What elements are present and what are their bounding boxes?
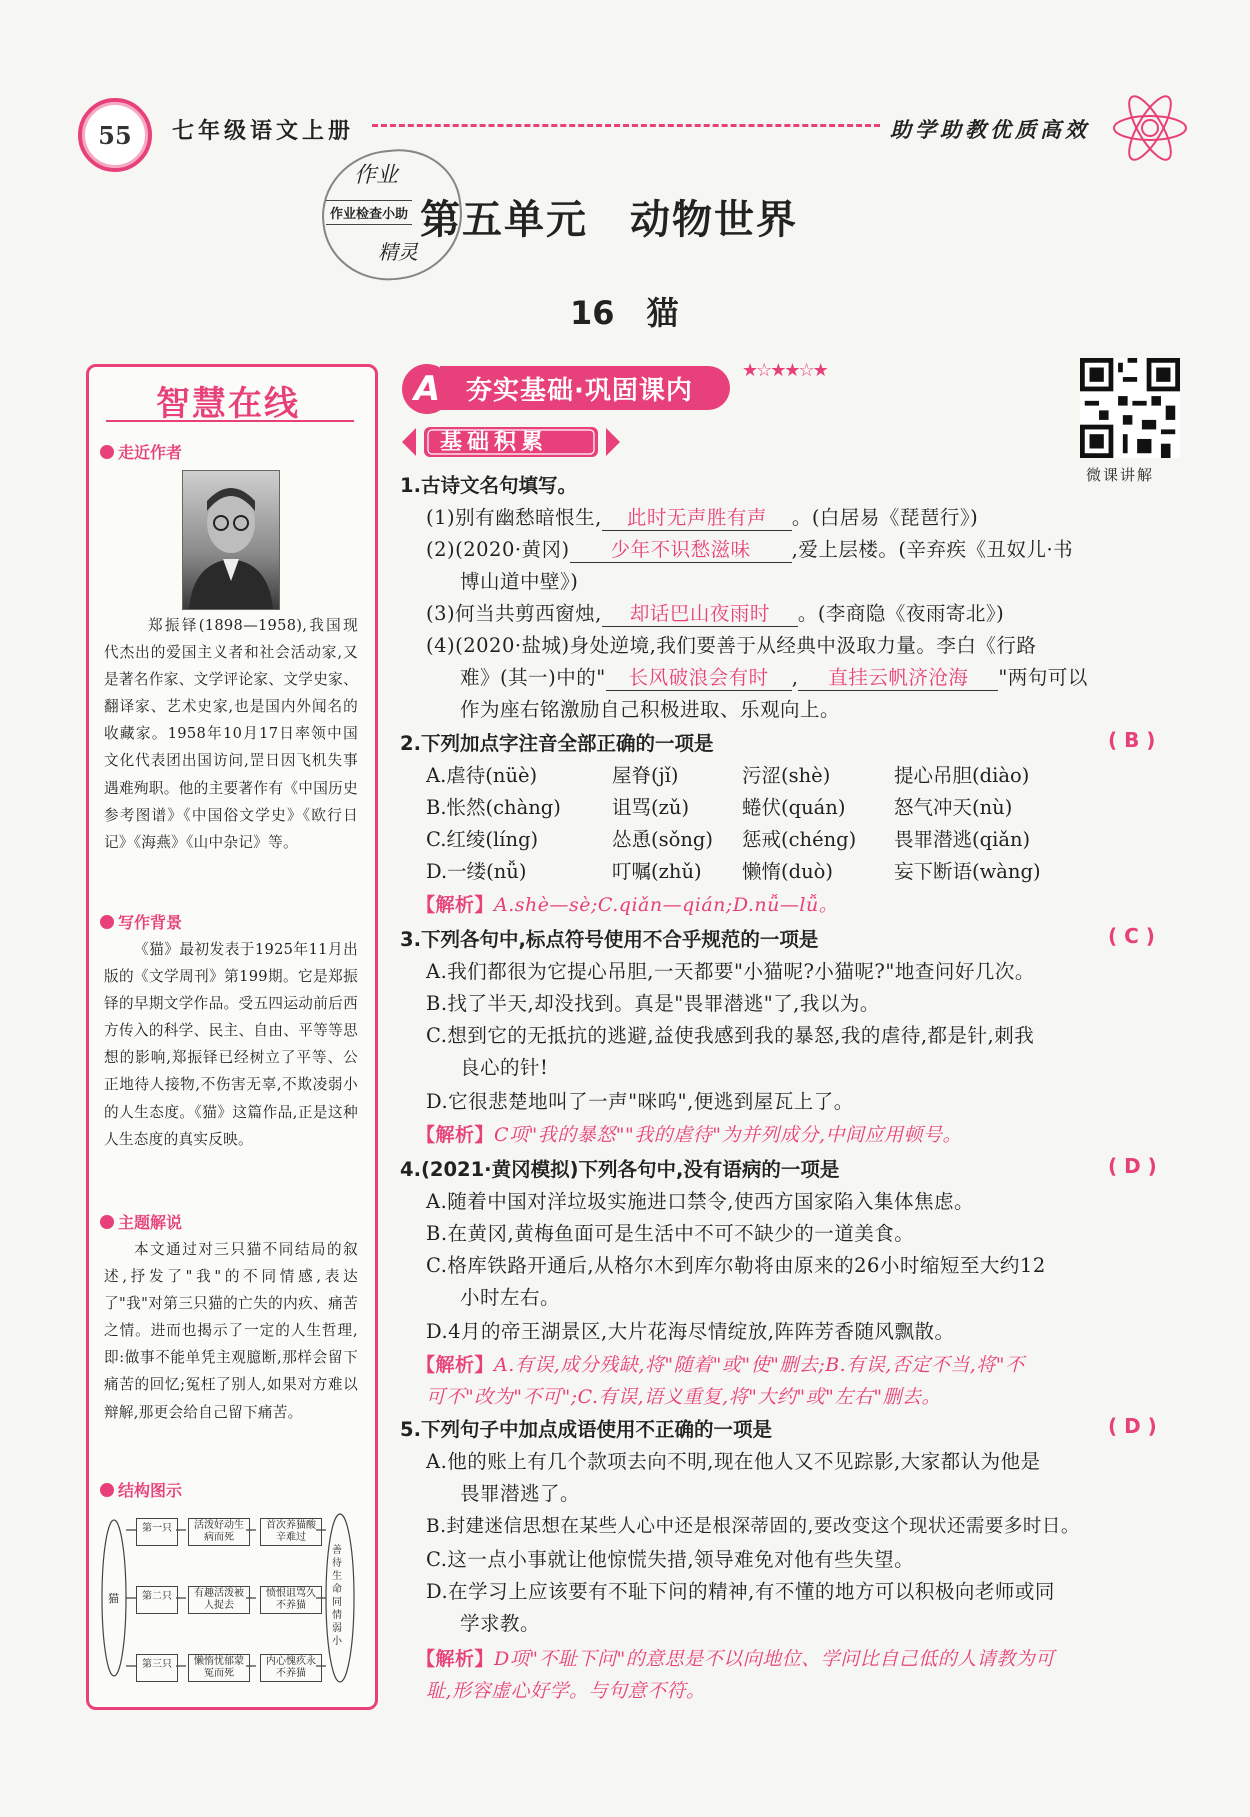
question-1-part-4: (4)(2020·盐城)身处逆境,我们要善于从经典中汲取力量。李白《行路 [426,634,1037,657]
question-4-option-c-cont: 小时左右。 [460,1286,561,1309]
page-number: 55 [78,98,152,172]
question-4-explanation: 【解析】A.有误,成分残缺,将"随着"或"使"删去;B.有误,否定不当,将"不 [416,1354,1025,1376]
question-4-option-c: C.格库铁路开通后,从格尔木到库尔勒将由原来的26小时缩短至大约12 [426,1254,1046,1277]
question-2-answer: ( B ) [1108,728,1156,752]
diagram-row-desc: 活泼好动生病而死 [188,1518,250,1546]
sidebar-title-divider [106,420,354,422]
diagram-row-feeling: 首次养猫酸辛难过 [260,1518,322,1546]
question-3-option-c: C.想到它的无抵抗的逃避,益使我感到我的暴怒,我的虐待,都是针,刺我 [426,1024,1035,1047]
question-2-row-a: A.虐待(nüè) 屋脊(jǐ) 污涩(shè) 提心吊胆(diào) [426,764,1030,787]
lesson-title: 16 猫 [570,294,679,332]
question-2-row-c: C.红绫(líng) 怂恿(sǒng) 惩戒(chéng) 畏罪潜逃(qiǎn) [426,828,1031,851]
question-5-option-a-cont: 畏罪潜逃了。 [460,1482,581,1505]
header-slogan: 助学助教优质高效 [890,117,1090,142]
diagram-row-feeling: 内心愧疚永不养猫 [260,1654,322,1682]
question-3-option-c-cont: 良心的针! [460,1056,549,1079]
question-5-option-d: D.在学习上应该要有不耻下问的精神,有不懂的地方可以积极向老师或同 [426,1580,1055,1603]
question-4-option-d: D.4月的帝王湖景区,大片花海尽情绽放,阵阵芳香随风飘散。 [426,1320,955,1343]
diagram-row [136,1654,322,1682]
stamp-top-text: 作业 [354,163,399,188]
question-3-explanation: 【解析】C项"我的暴怒""我的虐待"为并列成分,中间应用顿号。 [416,1124,963,1146]
diagram-row-feeling: 愤恨诅骂久不养猫 [260,1586,322,1614]
question-4-stem: 4.(2021·黄冈模拟)下列各句中,没有语病的一项是 [400,1158,840,1181]
answer-blank: 少年不识愁滋味 [570,534,792,563]
question-3-option-a: A.我们都很为它提心吊胆,一天都要"小猫呢?小猫呢?"地查问好几次。 [426,960,1035,983]
question-3-option-d: D.它很悲楚地叫了一声"咪呜",便逃到屋瓦上了。 [426,1090,854,1113]
question-5-option-c: C.这一点小事就让他惊慌失措,领导难免对他有些失望。 [426,1548,915,1571]
question-5-option-b: B.封建迷信思想在某些人心中还是根深蒂固的,要改变这个现状还需要多时日。 [426,1516,1080,1537]
stamp-middle-text: 作业检查小助 [326,200,412,225]
diagram-conclusion: 善待生命同情弱小 [332,1545,342,1647]
sidebar-title: 智慧在线 [156,384,300,424]
question-1-part-2-cont: 博山道中壁》) [460,570,579,593]
author-portrait [182,470,280,610]
theme-heading: 主题解说 [100,1210,182,1233]
sub-section-title: 基础积累 [440,430,549,455]
question-5-answer: ( D ) [1108,1414,1157,1438]
bullet-icon [100,915,114,929]
question-2-row-b: B.怅然(chàng) 诅骂(zǔ) 蜷伏(quán) 怒气冲天(nù) [426,796,1013,819]
answer-blank: 此时无声胜有声 [602,502,792,531]
question-4-explanation-cont: 可不"改为"不可";C.有误,语义重复,将"大约"或"左右"删去。 [426,1386,942,1408]
book-title: 七年级语文上册 [172,118,355,144]
question-1-part-4-cont: 难》(其一)中的" 长风破浪会有时 , 直挂云帆济沧海 "两句可以 [460,662,1088,691]
diagram-row [136,1518,322,1546]
question-4-option-a: A.随着中国对洋垃圾实施进口禁令,使西方国家陷入集体焦虑。 [426,1190,974,1213]
structure-diagram [100,1500,360,1696]
question-1-part-3: (3)何当共剪西窗烛, 却话巴山夜雨时 。(李商隐《夜雨寄北》) [426,598,1004,627]
structure-heading: 结构图示 [100,1478,182,1501]
section-a-badge: A [402,364,452,414]
stamp-bottom-text: 精灵 [378,240,418,264]
answer-blank: 长风破浪会有时 [606,662,792,691]
question-1-part-2: (2)(2020·黄冈) 少年不识愁滋味 ,爱上层楼。(辛弃疾《丑奴儿·书 [426,534,1073,563]
answer-blank: 直挂云帆济沧海 [798,662,998,691]
portrait-figure-icon [183,471,279,609]
question-5-explanation-cont: 耻,形容虚心好学。与句意不符。 [426,1680,706,1702]
diagram-root: 猫 [108,1592,119,1605]
question-5-explanation: 【解析】D项"不耻下问"的意思是不以向地位、学问比自己低的人请教为可 [416,1648,1055,1670]
question-5-option-d-cont: 学求教。 [460,1612,541,1635]
question-1-stem: 1.古诗文名句填写。 [400,474,577,497]
header-divider [372,124,880,127]
unit-title: 第五单元 动物世界 [420,197,798,243]
question-2-row-d: D.一缕(nǚ) 叮嘱(zhǔ) 懒惰(duò) 妄下断语(wàng) [426,860,1041,883]
background-heading: 写作背景 [100,910,182,933]
question-4-answer: ( D ) [1108,1154,1157,1178]
diagram-row [136,1586,322,1614]
diagram-row-label: 第三只 [136,1654,178,1682]
question-3-option-b: B.找了半天,却没找到。真是"畏罪潜逃"了,我以为。 [426,992,880,1015]
diagram-row-desc: 有趣活泼被人捉去 [188,1586,250,1614]
question-4-option-b: B.在黄冈,黄梅鱼面可是生活中不可不缺少的一道美食。 [426,1222,915,1245]
question-3-stem: 3.下列各句中,标点符号使用不合乎规范的一项是 [400,928,819,951]
answer-blank: 却话巴山夜雨时 [602,598,798,627]
question-3-answer: ( C ) [1108,924,1155,948]
author-heading: 走近作者 [100,440,182,463]
question-5-stem: 5.下列句子中加点成语使用不正确的一项是 [400,1418,772,1441]
diagram-row-label: 第一只 [136,1518,178,1546]
question-5-option-a: A.他的账上有几个款项去向不明,现在他人又不见踪影,大家都认为他是 [426,1450,1041,1473]
question-2-stem: 2.下列加点字注音全部正确的一项是 [400,732,714,755]
background-text: 《猫》最初发表于1925年11月出版的《文学周刊》第199期。它是郑振铎的早期文学作品。受五四运动前后西方传入的科学、民主、自由、平等等思想的影响,郑振铎已经树立了平等、公正地待人接物,不伤害无辜,不欺凌弱小的人生态度。《猫》这篇作品,正是这种人生态度的真实反映。 [104,941,358,1148]
diagram-row-desc: 懒惰忧郁蒙冤而死 [188,1654,250,1682]
question-1-part-1: (1)别有幽愁暗恨生, 此时无声胜有声 。(白居易《琵琶行》) [426,502,978,531]
qr-label: 微课讲解 [1086,466,1155,484]
flower-ornament-icon [1108,88,1192,168]
diagram-row-label: 第二只 [136,1586,178,1614]
star-icon: ★☆★★☆★ [742,360,827,381]
section-a-title: 夯实基础·巩固课内 [466,376,693,406]
author-text: 郑振铎(1898—1958),我国现代杰出的爱国主义者和社会活动家,又是著名作家、文学评论家、文学史家、翻译家、艺术史家,也是国内外闻名的收藏家。1958年10月17日率领中国文化代表团出国访问,罡日因飞机失事遇难殉职。他的主要著作有《中国历史参考图谱》《中国俗文学史》《欧行日记》《海燕》《山中杂记》等。 [104,617,358,851]
theme-text: 本文通过对三只猫不同结局的叙述,抒发了"我"的不同情感,表达了"我"对第三只猫的亡失的内疚、痛苦之情。进而也揭示了一定的人生哲理,即:做事不能单凭主观臆断,那样会留下痛苦的回忆;冤枉了别人,如果对方难以辩解,那更会给自己留下痛苦。 [104,1241,358,1421]
question-1-part-4-end: 作为座右铭激励自己积极进取、乐观向上。 [460,698,841,721]
qr-code-icon[interactable] [1078,358,1182,458]
bullet-icon [100,445,114,459]
bullet-icon [100,1483,114,1497]
bullet-icon [100,1215,114,1229]
question-2-explanation: 【解析】A.shè—sè;C.qiǎn—qián;D.nǚ—lǚ。 [416,894,839,916]
